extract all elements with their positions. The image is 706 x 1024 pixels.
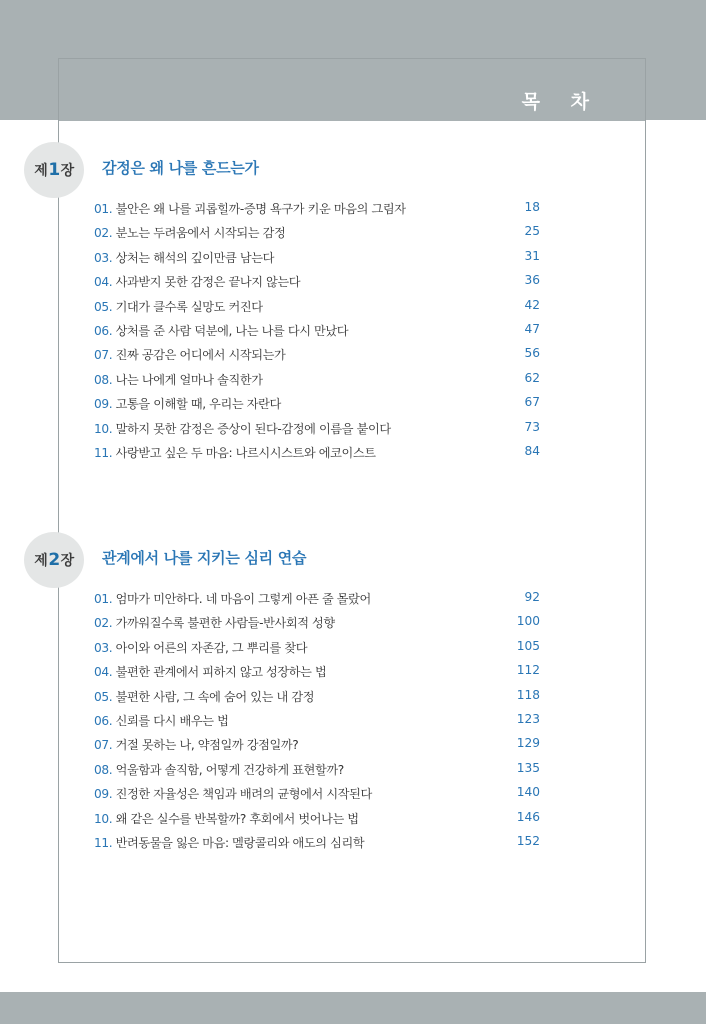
entry-number: 05. — [94, 299, 113, 314]
entry-page-number: 84 — [524, 443, 540, 458]
chapter-number: 2 — [48, 550, 60, 570]
entry-number: 10. — [94, 421, 113, 436]
entry-page-number: 123 — [516, 711, 540, 726]
entry-page-number: 56 — [524, 346, 540, 361]
entry-number: 01. — [94, 592, 113, 606]
toc-entry[interactable] — [94, 736, 540, 760]
entry-page-number: 112 — [516, 663, 540, 678]
entry-page-number: 47 — [524, 321, 540, 336]
entry-number: 11. — [94, 445, 113, 460]
chapter-heading — [24, 142, 564, 198]
toc-entry[interactable] — [94, 249, 540, 273]
entry-page-number: 118 — [516, 687, 540, 702]
entry-number: 01. — [94, 202, 113, 216]
entry-title: 신뢰를 다시 배우는 법 — [115, 713, 229, 728]
entry-title: 가까워질수록 불편한 사람들-반사회적 성향 — [115, 616, 335, 631]
toc-entry[interactable] — [94, 663, 540, 687]
toc-entry[interactable] — [94, 810, 540, 834]
entry-title: 억울함과 솔직함, 어떻게 건강하게 표현할까? — [115, 762, 344, 777]
entry-title: 기대가 클수록 실망도 커진다 — [115, 299, 263, 314]
entry-page-number: 73 — [524, 419, 540, 434]
entry-number: 11. — [94, 835, 113, 850]
chapter-label-suffix: 장 — [60, 553, 74, 569]
entry-title: 반려동물을 잃은 마음: 멜랑콜리와 애도의 심리학 — [115, 835, 365, 850]
entry-title: 고통을 이해할 때, 우리는 자란다 — [115, 397, 281, 412]
toc-entry[interactable] — [94, 224, 540, 248]
entry-page-number: 140 — [516, 785, 540, 800]
toc-entry[interactable] — [94, 590, 540, 614]
entry-title: 분노는 두려움에서 시작되는 감정 — [115, 226, 286, 241]
entry-page-number: 146 — [516, 809, 540, 824]
entry-title: 상처를 준 사람 덕분에, 나는 나를 다시 만났다 — [115, 323, 349, 338]
chapter-number: 1 — [48, 160, 60, 180]
entry-page-number: 31 — [524, 248, 540, 263]
entry-page-number: 62 — [524, 370, 540, 385]
toc-entry[interactable] — [94, 761, 540, 785]
entry-number: 02. — [94, 616, 113, 631]
entry-page-number: 42 — [524, 297, 540, 312]
toc-entry[interactable] — [94, 200, 540, 224]
entry-number: 05. — [94, 689, 113, 704]
entry-page-number: 67 — [524, 395, 540, 410]
toc-entry[interactable] — [94, 444, 540, 468]
chapter-badge — [24, 532, 84, 588]
toc-entry[interactable] — [94, 614, 540, 638]
entry-number: 04. — [94, 665, 113, 680]
entry-title: 나는 나에게 얼마나 솔직한가 — [115, 372, 263, 387]
chapter-2 — [24, 532, 564, 850]
entry-number: 07. — [94, 348, 113, 363]
bottom-band — [0, 992, 706, 1024]
entry-list — [94, 200, 540, 468]
entry-title: 불안은 왜 나를 괴롭힐까-증명 욕구가 키운 마음의 그림자 — [115, 202, 406, 216]
entry-number: 08. — [94, 762, 113, 777]
entry-number: 08. — [94, 372, 113, 387]
entry-title: 말하지 못한 감정은 증상이 된다-감정에 이름을 붙이다 — [115, 421, 391, 436]
entry-number: 03. — [94, 640, 113, 655]
toc-entry[interactable] — [94, 688, 540, 712]
entry-title: 불편한 관계에서 피하지 않고 성장하는 법 — [115, 665, 327, 680]
toc-entry[interactable] — [94, 346, 540, 370]
entry-number: 06. — [94, 323, 113, 338]
entry-page-number: 36 — [524, 273, 540, 288]
entry-title: 거절 못하는 나, 약점일까 강점일까? — [115, 738, 299, 753]
toc-entry[interactable] — [94, 371, 540, 395]
toc-header — [59, 59, 645, 121]
chapter-label-prefix: 제 — [34, 553, 48, 569]
entry-title: 왜 같은 실수를 반복할까? 후회에서 벗어나는 법 — [115, 811, 359, 826]
chapter-badge — [24, 142, 84, 198]
chapter-label-suffix: 장 — [60, 163, 74, 179]
chapter-1 — [24, 142, 564, 460]
toc-entry[interactable] — [94, 273, 540, 297]
entry-number: 07. — [94, 738, 113, 753]
toc-entry[interactable] — [94, 712, 540, 736]
entry-page-number: 129 — [516, 736, 540, 751]
entry-title: 진짜 공감은 어디에서 시작되는가 — [115, 348, 286, 363]
entry-page-number: 105 — [516, 638, 540, 653]
entry-number: 09. — [94, 397, 113, 412]
entry-number: 10. — [94, 811, 113, 826]
entry-title: 불편한 사람, 그 속에 숨어 있는 내 감정 — [115, 689, 315, 704]
entry-number: 02. — [94, 226, 113, 241]
toc-entry[interactable] — [94, 298, 540, 322]
page-title: 목 차 — [521, 91, 601, 113]
entry-title: 진정한 자율성은 책임과 배려의 균형에서 시작된다 — [115, 787, 372, 802]
toc-entry[interactable] — [94, 639, 540, 663]
entry-number: 03. — [94, 250, 113, 265]
chapter-heading — [24, 532, 564, 588]
toc-entry[interactable] — [94, 785, 540, 809]
entry-title: 엄마가 미안하다. 네 마음이 그렇게 아픈 줄 몰랐어 — [115, 592, 371, 606]
entry-list — [94, 590, 540, 858]
entry-number: 09. — [94, 787, 113, 802]
toc-entry[interactable] — [94, 395, 540, 419]
entry-page-number: 135 — [516, 760, 540, 775]
entry-title: 아이와 어른의 자존감, 그 뿌리를 찾다 — [115, 640, 308, 655]
chapter-title[interactable]: 관계에서 나를 지키는 심리 연습 — [102, 549, 307, 567]
entry-title: 사과받지 못한 감정은 끝나지 않는다 — [115, 275, 301, 290]
entry-number: 04. — [94, 275, 113, 290]
toc-entry[interactable] — [94, 322, 540, 346]
entry-page-number: 18 — [524, 200, 540, 214]
toc-entry[interactable] — [94, 420, 540, 444]
entry-page-number: 92 — [524, 590, 540, 604]
chapter-title[interactable]: 감정은 왜 나를 흔드는가 — [102, 159, 259, 177]
entry-page-number: 25 — [524, 224, 540, 239]
entry-title: 사랑받고 싶은 두 마음: 나르시시스트와 에코이스트 — [115, 445, 376, 460]
entry-title: 상처는 해석의 깊이만큼 남는다 — [115, 250, 274, 265]
entry-number: 06. — [94, 713, 113, 728]
entry-page-number: 100 — [516, 614, 540, 629]
entry-page-number: 152 — [516, 833, 540, 848]
toc-entry[interactable] — [94, 834, 540, 858]
chapter-label-prefix: 제 — [34, 163, 48, 179]
